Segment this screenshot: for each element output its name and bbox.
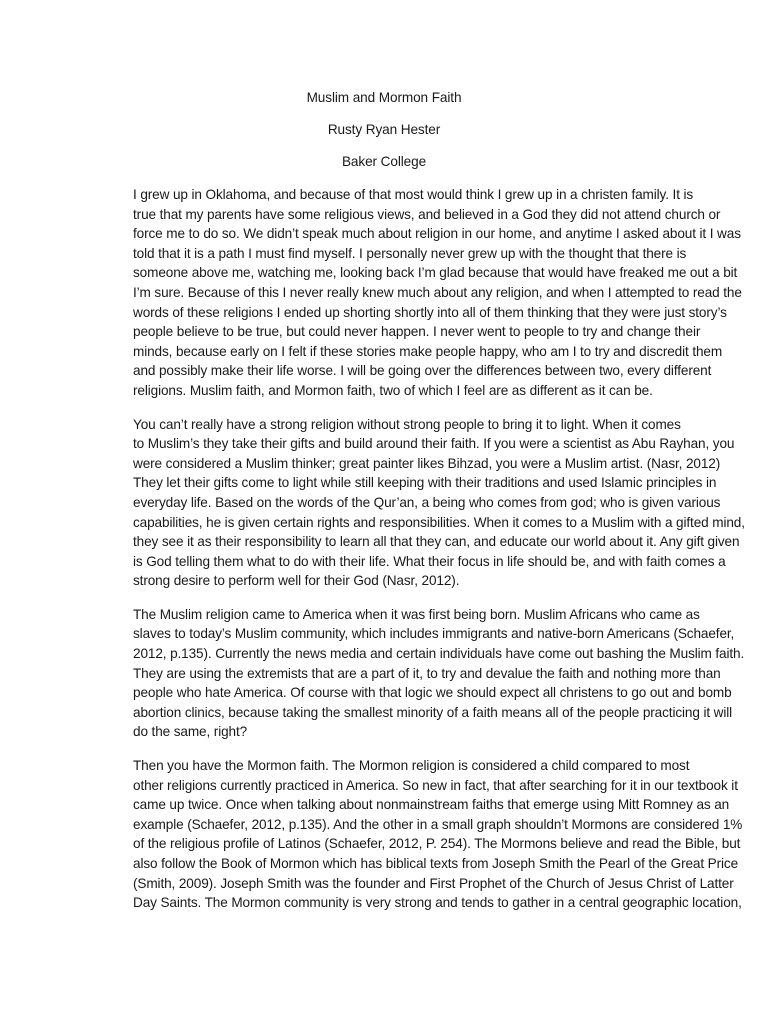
text-line: religions. Muslim faith, and Mormon faith, two of which I feel are as different as it can be.: [133, 382, 653, 398]
text-line: 2012, p.135). Currently the news media and certain individuals have come out bashing the Muslim faith.: [133, 646, 745, 662]
paragraph-3: [90, 605, 745, 742]
text-line: force me to do so. We didn’t speak much about religion in our home, and anytime I asked about it I was: [133, 226, 741, 242]
paragraph-2: [90, 415, 745, 591]
text-line: true that my parents have some religious views, and believed in a God they did not attend church or: [133, 206, 721, 222]
text-line: You can’t really have a strong religion without strong people to bring it to light. When it comes: [133, 416, 681, 432]
text-line: someone above me, watching me, looking back I’m glad because that would have freaked me out a bit: [133, 265, 738, 281]
text-line: minds, because early on I felt if these stories make people happy, who am I to try and discredit them: [133, 343, 723, 359]
document-body: [90, 185, 745, 927]
text-line: The Muslim religion came to America when it was first being born. Muslim Africans who came as: [133, 606, 700, 622]
text-line: (Smith, 2009). Joseph Smith was the founder and First Prophet of the Church of Jesus Christ of Latter: [133, 875, 734, 891]
text-line: Then you have the Mormon faith. The Mormon religion is considered a child compared to most: [133, 758, 690, 774]
text-line: do the same, right?: [133, 724, 248, 740]
author-name: Rusty Ryan Hester: [327, 122, 441, 137]
text-line: abortion clinics, because taking the smallest minority of a faith means all of the people practicing it will: [133, 704, 733, 720]
text-line: is God telling them what to do with their life. What their focus in life should be, and with faith comes a: [133, 553, 726, 569]
text-line: people believe to be true, but could never happen. I never went to people to try and change their: [133, 324, 701, 340]
text-line: were considered a Muslim thinker; great painter likes Bihzad, you were a Muslim artist. (Nasr, 2012): [133, 455, 721, 471]
text-line: to Muslim’s they take their gifts and build around their faith. If you were a scientist as Abu Rayhan, you: [133, 436, 735, 452]
text-line: I’m sure. Because of this I never really knew much about any religion, and when I attempted to read the: [133, 284, 742, 300]
text-line: they see it as their responsibility to learn all that they can, and educate our world about it. Any gift given: [133, 534, 740, 550]
text-line: capabilities, he is given certain rights and responsibilities. When it comes to a Muslim with a gifted mind,: [133, 514, 745, 530]
document-title: Muslim and Mormon Faith: [306, 90, 462, 105]
text-line: example (Schaefer, 2012, p.135). And the other in a small graph shouldn’t Mormons are considered 1%: [133, 816, 743, 832]
text-line: words of these religions I ended up shorting shortly into all of them thinking that they were just story’s: [133, 304, 727, 320]
text-line: people who hate America. Of course with that logic we should expect all christens to go out and bomb: [133, 685, 732, 701]
paragraph-4: [90, 756, 743, 913]
text-line: I grew up in Oklahoma, and because of that most would think I grew up in a christen family. It is: [133, 187, 694, 202]
text-line: slaves to today’s Muslim community, which includes immigrants and native-born Americans (Schaefer,: [133, 626, 735, 642]
text-line: came up twice. Once when talking about nonmainstream faiths that emerge using Mitt Romney as an: [133, 797, 730, 813]
text-line: of the religious profile of Latinos (Schaefer, 2012, P. 254). The Mormons believe and read the Bible, but: [133, 836, 741, 852]
text-line: They are using the extremists that are a part of it, to try and devalue the faith and nothing more than: [133, 665, 721, 681]
text-line: Day Saints. The Mormon community is very strong and tends to gather in a central geographic location,: [133, 895, 742, 911]
institution-name: Baker College: [341, 154, 427, 169]
paragraph-1: [90, 185, 742, 401]
text-line: and possibly make their life worse. I will be going over the differences between two, every different: [133, 363, 712, 379]
text-line: everyday life. Based on the words of the Qur’an, a being who comes from god; who is given various: [133, 494, 721, 510]
text-line: They let their gifts come to light while still keeping with their traditions and used Islamic principles in: [133, 475, 717, 491]
text-line: strong desire to perform well for their God (Nasr, 2012).: [133, 573, 460, 589]
text-line: told that it is a path I must find myself. I personally never grew up with the thought that there is: [133, 245, 687, 261]
text-line: other religions currently practiced in America. So new in fact, that after searching for it in our textbook it: [133, 777, 738, 793]
text-line: also follow the Book of Mormon which has biblical texts from Joseph Smith the Pearl of the Great Price: [133, 856, 739, 871]
